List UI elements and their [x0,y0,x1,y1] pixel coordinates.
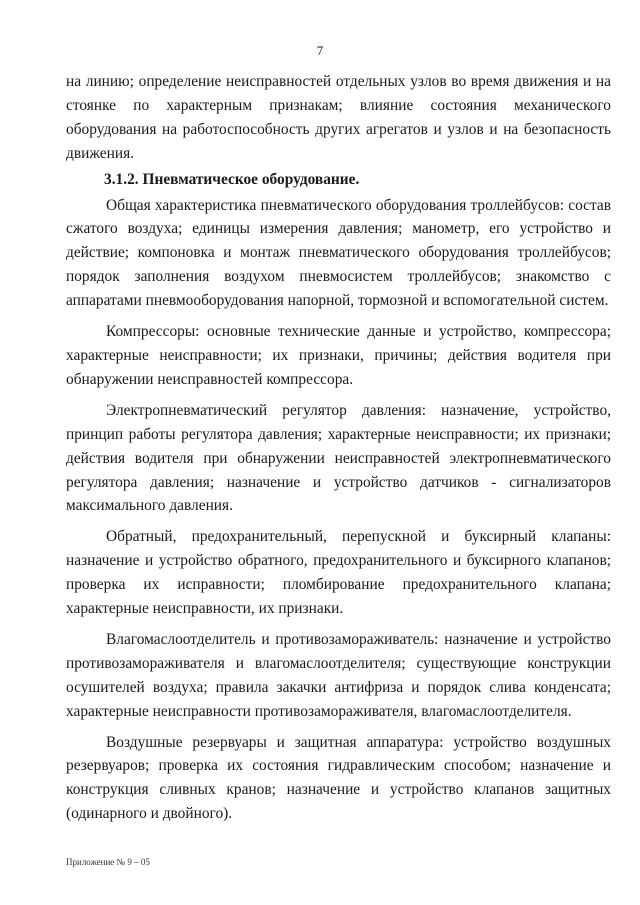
paragraph-pressure-regulator: Электропневматический регулятор давления: назначение, устройство, принцип работы регулятора давления; характерные неисправности; их признаки; действия водителя при обнаружении неисправностей электропневматического регулятора давления; назначение и устройство датчиков - сигнализаторов максимального давления. [66,401,611,515]
paragraph-compressors: Компрессоры: основные технические данные и устройство, компрессора; характерные неисправности; их признаки, причины; действия водителя при обнаружении неисправностей компрессора. [66,323,611,388]
paragraph-general: Общая характеристика пневматического оборудования троллейбусов: состав сжатого воздуха; единицы измерения давления; манометр, его устройство и действие; компоновка и монтаж пневматического оборудования троллейбусов; порядок заполнения воздухом пневмосистем троллейбусов; знакомство с аппаратами пневмооборудования напорной, тормозной и вспомогательной систем. [66,196,611,310]
page-number: 7 [316,43,324,58]
section-heading: 3.1.2. Пневматическое оборудование. [104,170,360,188]
paragraph-moisture-separator: Влагомаслоотделитель и противозамораживатель: назначение и устройство противозамораживателя и влагомаслоотделителя; существующие конструкции осушителей воздуха; правила закачки антифриза и порядок слива конденсата; характерные неисправности противозамораживателя, влагомаслоотделителя. [66,630,611,720]
page-footer: Приложение № 9 – 05 [66,857,150,867]
intro-paragraph: на линию; определение неисправностей отдельных узлов во время движения и на стоянке по характерным признакам; влияние состояния механического оборудования на работоспособность других агрегатов и узлов и на безопасность движения. [66,73,611,162]
paragraph-valves: Обратный, предохранительный, перепускной и буксирный клапаны: назначение и устройство обратного, предохранительного и буксирного клапанов; проверка их исправности; пломбирование предохранительного клапана; характерные неисправности, их признаки. [66,528,611,618]
paragraph-air-reservoirs: Воздушные резервуары и защитная аппаратура: устройство воздушных резервуаров; проверка их состояния гидравлическим способом; назначение и конструкция сливных кранов; назначение и устройство клапанов защитных (одинарного и двойного). [66,733,611,823]
page-content [66,70,611,826]
